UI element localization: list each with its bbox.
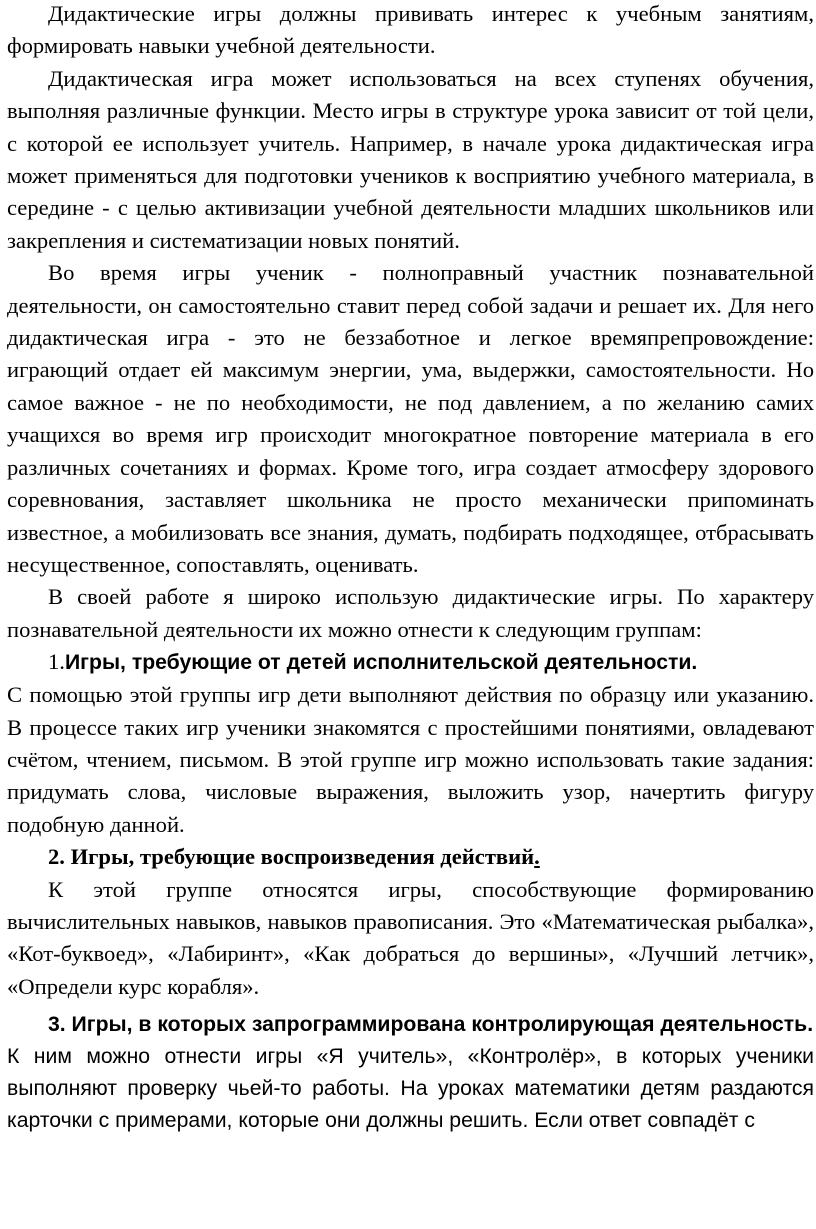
document-page bbox=[7, 0, 814, 1137]
paragraph-student-role-part1: Во время игры ученик - полноправный участник познавательной деятельности, он самостоятельно ставит перед собой задачи и решает их. Для него дидактическая игра - это не беззаботное и легкое времяпрепровождение: играющий отдает ей максимум энергии, ума, выдержки, самостоятельности. bbox=[7, 260, 814, 383]
group2-heading bbox=[7, 841, 814, 873]
group3-title: 3. Игры, в которых запрограммирована контролирующая деятельность. bbox=[48, 1013, 814, 1037]
group1-heading bbox=[7, 646, 814, 679]
group1-number: 1. bbox=[48, 649, 65, 675]
group2-title: 2. Игры, требующие воспроизведения действий bbox=[48, 844, 535, 870]
paragraph-student-role bbox=[7, 257, 814, 581]
paragraph-groups-intro: В своей работе я широко использую дидактические игры. По характеру познавательной деятельности их можно отнести к следующим группам: bbox=[7, 584, 814, 642]
group2-text: К этой группе относятся игры, способствующие формированию вычислительных навыков, навыков правописания. Это «Математическая рыбалка», «Кот-буквоед», «Лабиринт», «Как добраться до вершины», «Лучший летчик», «Определи курс корабля». bbox=[7, 876, 814, 999]
paragraph-game-functions: Дидактическая игра может использоваться на всех ступенях обучения, выполняя различные функции. Место игры в структуре урока зависит от той цели, с которой ее использует учитель. Например, в начале урока дидактическая игра может применяться для подготовки учеников к восприятию учебного материала, в середине - с целью активизации учебной деятельности младших школьников или закрепления и систематизации новых понятий. bbox=[7, 65, 814, 253]
paragraph-intro: Дидактические игры должны прививать интерес к учебным занятиям, формировать навыки учебной деятельности. bbox=[7, 1, 814, 59]
group2-dot: . bbox=[534, 844, 540, 870]
group1-title: Игры, требующие от детей исполнительской деятельности. bbox=[64, 651, 698, 675]
group3-text: К ним можно отнести игры «Я учитель», «Контролёр», в которых ученики выполняют проверку чьей-то работы. На уроках математики детям раздаются карточки с примерами, которые они должны решить. Если ответ совпадёт с bbox=[7, 1045, 814, 1133]
paragraph-student-role-part2: Но самое важное - не по необходимости, не под давлением, а по желанию самих учащихся во время игр происходит многократное повторение материала в его различных сочетаниях и формах. Кроме того, игра создает атмосферу здорового соревнования, заставляет школьника не просто механически припоминать известное, а мобилизовать все знания, думать, подбирать подходящее, отбрасывать несущественное, сопоставлять, оценивать. bbox=[7, 357, 814, 577]
group1-text: С помощью этой группы игр дети выполняют действия по образцу или указанию. В процессе таких игр ученики знакомятся с простейшими понятиями, овладевают счётом, чтением, письмом. В этой группе игр можно использовать такие задания: придумать слова, числовые выражения, выложить узор, начертить фигуру подобную данной. bbox=[7, 682, 814, 837]
